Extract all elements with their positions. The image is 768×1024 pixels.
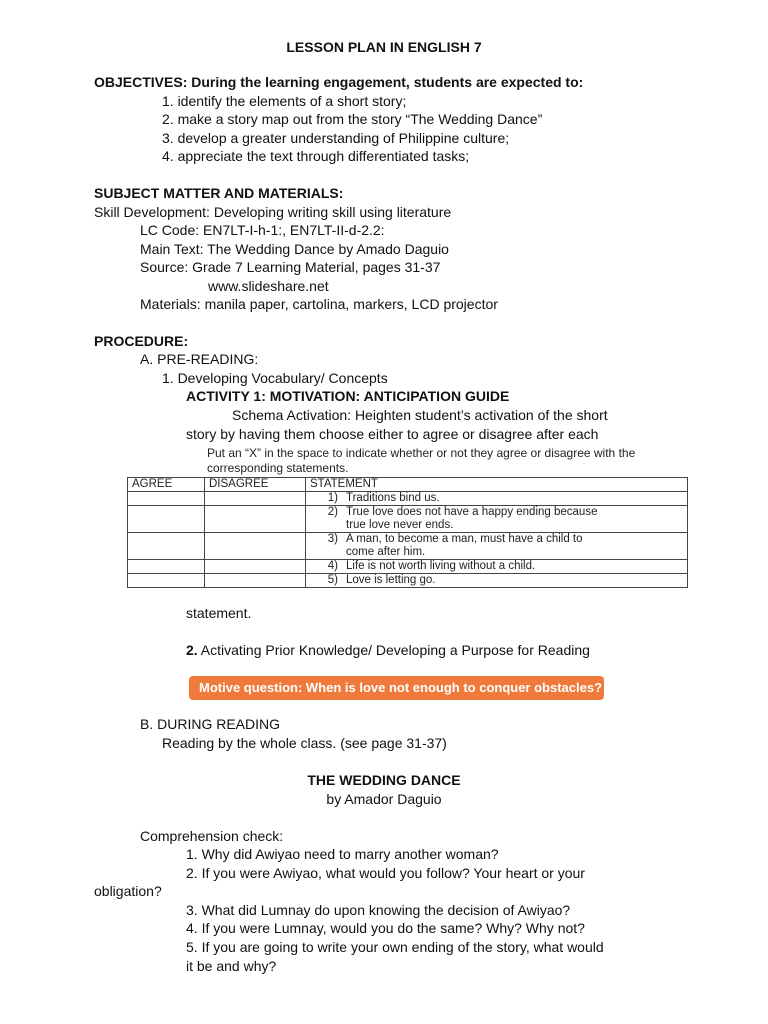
activity-heading: ACTIVITY 1: MOTIVATION: ANTICIPATION GUIDE [186, 388, 510, 404]
table-row [128, 506, 688, 533]
schema-activation: Schema Activation: Heighten student’s activation of the short [232, 407, 608, 423]
guide-instruction-cont: corresponding statements. [207, 461, 349, 475]
schema-activation-cont: story by having them choose either to agree or disagree after each [186, 426, 599, 442]
disagree-cell[interactable] [205, 574, 306, 588]
motive-question-banner: Motive question: When is love not enough to conquer obstacles? [189, 676, 604, 700]
source: Source: Grade 7 Learning Material, pages 31-37 [140, 259, 441, 275]
story-title: THE WEDDING DANCE [307, 772, 461, 788]
procedure-heading: PROCEDURE: [94, 333, 189, 349]
lc-code: LC Code: EN7LT-I-h-1:, EN7LT-II-d-2.2: [140, 222, 385, 238]
agree-cell[interactable] [128, 574, 205, 588]
reading-note: Reading by the whole class. (see page 31-37) [162, 735, 447, 751]
agree-cell[interactable] [128, 533, 205, 560]
disagree-cell[interactable] [205, 560, 306, 574]
question-item-cont: it be and why? [186, 958, 277, 974]
question-item: 5. If you are going to write your own ending of the story, what would [186, 939, 604, 955]
comprehension-heading: Comprehension check: [140, 828, 284, 844]
page-title: LESSON PLAN IN ENGLISH 7 [286, 39, 482, 55]
statement-cell: 5) Love is letting go. [306, 574, 688, 588]
statement-end: statement. [186, 605, 252, 621]
guide-instruction: Put an “X” in the space to indicate whether or not they agree or disagree with the [207, 446, 636, 460]
source-url: www.slideshare.net [208, 278, 329, 294]
question-item: 4. If you were Lumnay, would you do the same? Why? Why not? [186, 920, 585, 936]
pre-reading-heading: A. PRE-READING: [140, 351, 259, 367]
objectives-heading: OBJECTIVES: During the learning engagement, students are expected to: [94, 74, 584, 90]
objective-item: 4. appreciate the text through differentiated tasks; [162, 148, 470, 164]
step-vocabulary: 1. Developing Vocabulary/ Concepts [162, 370, 388, 386]
statement-cell: 4) Life is not worth living without a child. [306, 560, 688, 574]
skill-development: Skill Development: Developing writing skill using literature [94, 204, 452, 220]
anticipation-guide-table [127, 477, 688, 588]
objective-item: 1. identify the elements of a short story; [162, 93, 407, 109]
materials: Materials: manila paper, cartolina, markers, LCD projector [140, 296, 498, 312]
question-item: 1. Why did Awiyao need to marry another woman? [186, 846, 499, 862]
agree-cell[interactable] [128, 560, 205, 574]
question-item-cont: obligation? [94, 883, 162, 899]
disagree-cell[interactable] [205, 506, 306, 533]
table-row [128, 533, 688, 560]
disagree-cell[interactable] [205, 492, 306, 506]
header-statement: STATEMENT [306, 478, 688, 492]
table-row [128, 574, 688, 588]
objective-item: 3. develop a greater understanding of Philippine culture; [162, 130, 510, 146]
table-row [128, 560, 688, 574]
disagree-cell[interactable] [205, 533, 306, 560]
header-disagree: DISAGREE [205, 478, 306, 492]
header-agree: AGREE [128, 478, 205, 492]
table-row [128, 492, 688, 506]
objective-item: 2. make a story map out from the story “The Wedding Dance” [162, 111, 543, 127]
agree-cell[interactable] [128, 492, 205, 506]
statement-cell: 1) Traditions bind us. [306, 492, 688, 506]
during-reading-heading: B. DURING READING [140, 716, 281, 732]
main-text: Main Text: The Wedding Dance by Amado Daguio [140, 241, 449, 257]
agree-cell[interactable] [128, 506, 205, 533]
statement-cell: 2) True love does not have a happy ending because true love never ends. [306, 506, 688, 533]
step-prior-knowledge: 2. Activating Prior Knowledge/ Developing a Purpose for Reading [186, 642, 590, 658]
question-item: 3. What did Lumnay do upon knowing the decision of Awiyao? [186, 902, 571, 918]
subject-heading: SUBJECT MATTER AND MATERIALS: [94, 185, 344, 201]
statement-cell: 3) A man, to become a man, must have a child to come after him. [306, 533, 688, 560]
story-author: by Amador Daguio [326, 791, 442, 807]
table-header-row [128, 478, 688, 492]
question-item: 2. If you were Awiyao, what would you follow? Your heart or your [186, 865, 585, 881]
